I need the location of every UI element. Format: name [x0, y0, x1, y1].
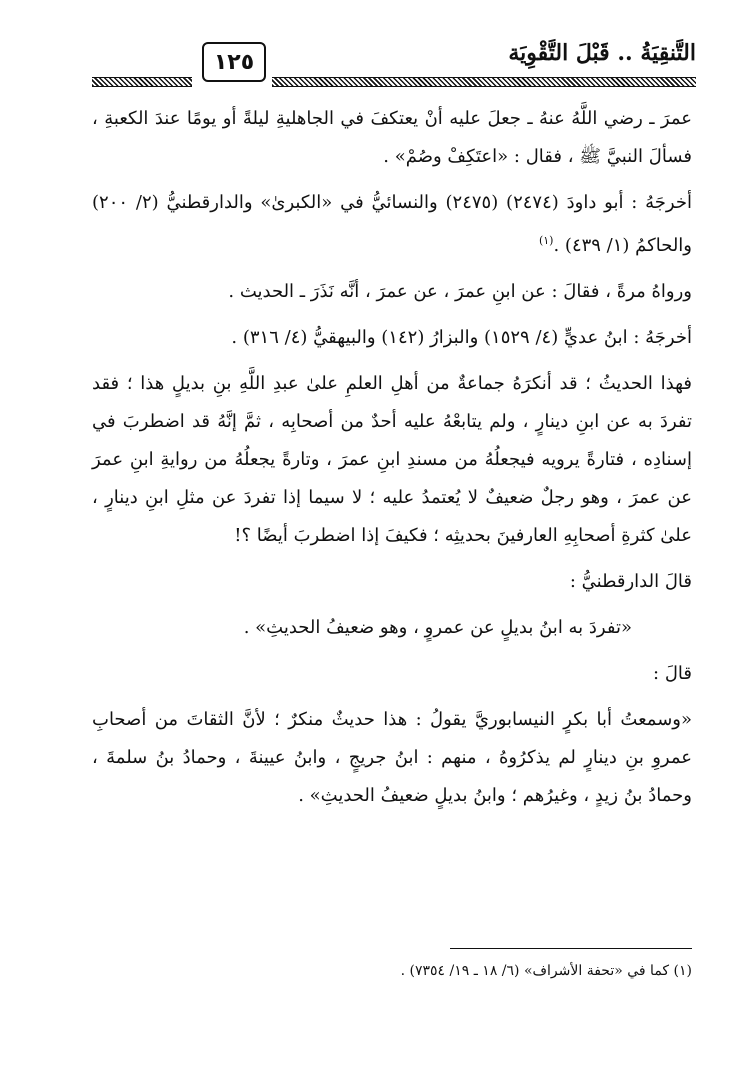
footnote-marker: (١)	[538, 234, 554, 247]
paragraph: أخرجَهُ : أبو داودَ (٢٤٧٤) (٢٤٧٥) والنسائيُّ في «الكبرىٰ» والدارقطنيُّ (٢/ ٢٠٠) والحاكمُ (١/ ٤٣٩) .	[92, 192, 692, 256]
paragraph-with-footnote	[92, 184, 692, 265]
header-rule-left	[92, 77, 192, 87]
page-number: ١٢٥	[202, 42, 266, 82]
footnote-divider	[450, 948, 692, 949]
main-text	[92, 100, 692, 823]
paragraph: «تفردَ به ابنُ بديلٍ عن عمروٍ ، وهو ضعيفُ الحديثِ» .	[243, 617, 632, 638]
paragraph: ورواهُ مرةً ، فقالَ : عن ابنِ عمرَ ، عن عمرَ ، أنَّه نَذَرَ ـ الحديث .	[228, 281, 692, 302]
paragraph: فهذا الحديثُ ؛ قد أنكرَهُ جماعةٌ من أهلِ العلمِ علىٰ عبدِ اللَّهِ بنِ بديلٍ هذا ؛ فقد تفردَ به عن ابنِ دينارٍ ، ولم يتابعْهُ عليه أحدٌ من أصحابِه ، ثمَّ إنَّهُ قد اضطربَ في إسنادِه ، فتارةً يرويه فيجعلُهُ من مسندِ ابنِ عمرَ ، وتارةً يجعلُهُ من روايةِ ابنِ عمرَ عن عمرَ ، وهو رجلٌ ضعيفٌ لا يُعتمدُ عليه ؛ لا سيما إذا تفردَ عن مثلِ ابنِ دينارٍ ، علىٰ كثرةِ أصحابِهِ العارفينَ بحديثِه ؛ فكيفَ إذا اضطربَ أيضًا ؟!	[92, 373, 692, 546]
paragraph: قالَ الدارقطنيُّ :	[569, 571, 692, 592]
page-header	[92, 40, 696, 90]
header-rule-right	[272, 77, 696, 87]
book-title: التَّنقِيَةُ .. قَبْلَ التَّقْوِيَة	[508, 40, 696, 66]
paragraph: أخرجَهُ : ابنُ عديٍّ (٤/ ١٥٢٩) والبزارُ (١٤٢) والبيهقيُّ (٤/ ٣١٦) .	[231, 327, 692, 348]
paragraph: عمرَ ـ رضي اللَّهُ عنهُ ـ جعلَ عليه أنْ يعتكفَ في الجاهليةِ ليلةً أو يومًا عندَ الكعبةِ ، فسألَ النبيَّ ﷺ ، فقال : «اعتَكِفْ وصُمْ» .	[92, 108, 692, 167]
paragraph: قالَ :	[653, 663, 692, 684]
footnote: (١) كما في «تحفة الأشراف» (٦/ ١٨ ـ ١٩/ ٧٣٥٤) .	[400, 963, 692, 979]
paragraph: «وسمعتُ أبا بكرٍ النيسابوريَّ يقولُ : هذا حديثٌ منكرٌ ؛ لأنَّ الثقاتَ من أصحابِ عمروِ بنِ دينارٍ لم يذكرُوهُ ، منهم : ابنُ جريجٍ ، وابنُ عيينةَ ، وحمادُ بنُ سلمةَ ، وحمادُ بنُ زيدٍ ، وغيرُهم ؛ وابنُ بديلٍ ضعيفُ الحديثِ» .	[92, 709, 692, 806]
